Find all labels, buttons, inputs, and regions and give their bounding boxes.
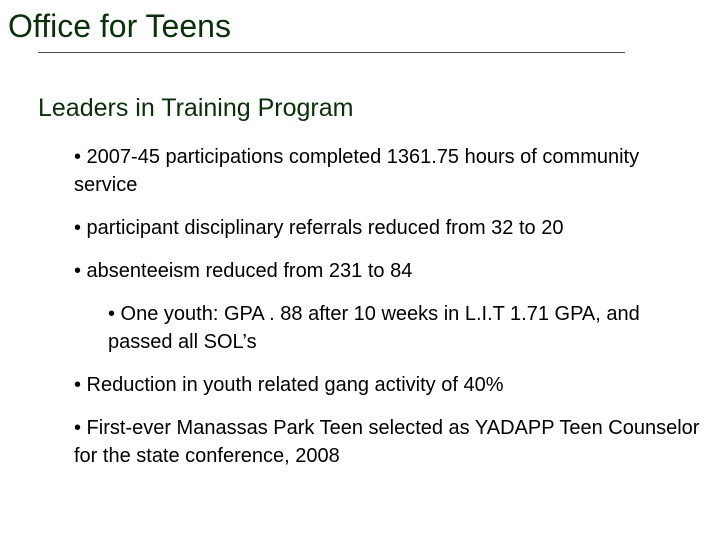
slide-subtitle: Leaders in Training Program bbox=[38, 94, 354, 122]
bullet-absenteeism: • absenteeism reduced from 231 to 84 bbox=[74, 260, 413, 282]
bullet-gang-activity: • Reduction in youth related gang activity of 40% bbox=[74, 374, 504, 396]
bullet-youth-gpa: • One youth: GPA . 88 after 10 weeks in L.I.T 1.71 GPA, and passed all SOL’s bbox=[108, 303, 640, 353]
bullet-yadapp-counselor: • First-ever Manassas Park Teen selected as YADAPP Teen Counselor for the state conference, 2008 bbox=[74, 417, 700, 467]
title-divider bbox=[38, 52, 625, 53]
slide-title: Office for Teens bbox=[8, 8, 231, 44]
bullet-disciplinary-referrals: • participant disciplinary referrals reduced from 32 to 20 bbox=[74, 217, 564, 239]
bullet-community-service: • 2007-45 participations completed 1361.75 hours of community service bbox=[74, 146, 640, 196]
